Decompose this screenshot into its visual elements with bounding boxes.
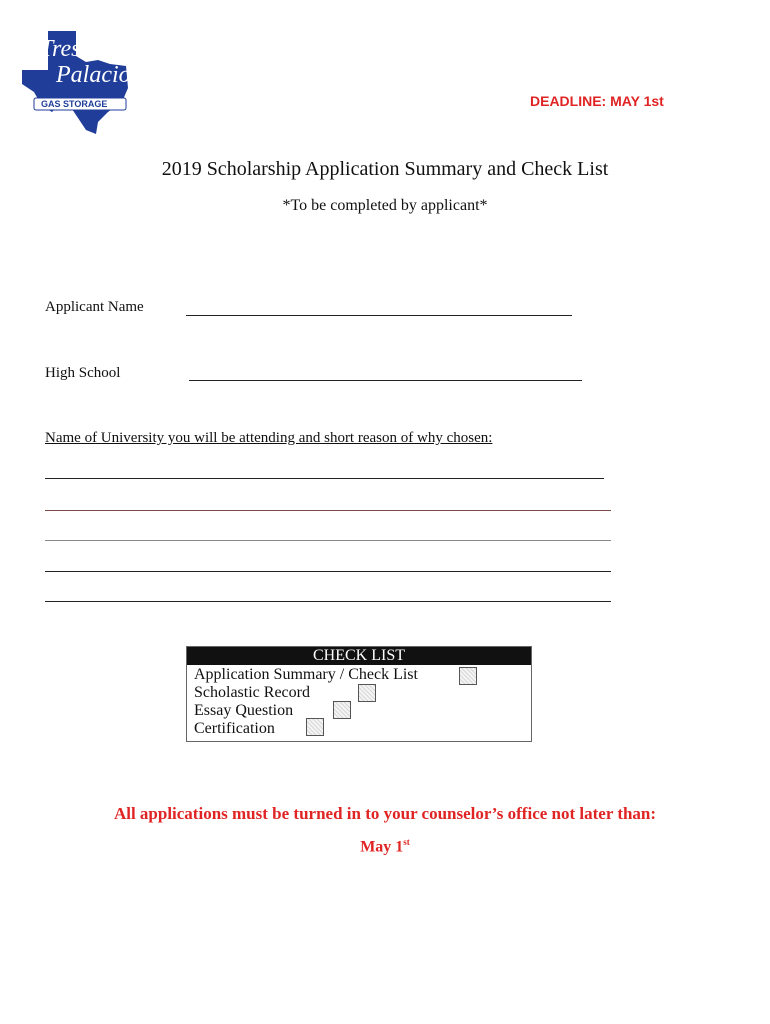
university-line-1[interactable] — [45, 478, 604, 479]
university-line-5[interactable] — [45, 601, 611, 602]
final-date — [0, 837, 770, 856]
checklist-item-application-summary: Application Summary / Check List — [194, 666, 418, 683]
final-date-suffix: st — [403, 837, 410, 847]
high-school-label: High School — [45, 365, 121, 381]
final-date-text: May 1 — [360, 838, 404, 856]
submission-notice: All applications must be turned in to your counselor’s office not later than: — [113, 804, 657, 823]
page-title: 2019 Scholarship Application Summary and Check List — [161, 158, 609, 180]
university-line-3[interactable] — [45, 540, 611, 541]
logo-text-tres: Tres — [40, 36, 81, 62]
checklist-item-scholastic-record: Scholastic Record — [194, 684, 310, 701]
check-list-box — [186, 646, 532, 742]
tres-palacios-logo — [18, 26, 143, 136]
deadline-note: DEADLINE: MAY 1st — [530, 93, 664, 109]
checklist-item-essay-question: Essay Question — [194, 702, 294, 719]
checkbox-application-summary[interactable] — [459, 667, 477, 685]
check-list-header: CHECK LIST — [187, 647, 531, 665]
applicant-name-line[interactable] — [186, 315, 572, 316]
high-school-line[interactable] — [189, 380, 582, 381]
checklist-item-certification: Certification — [194, 720, 275, 737]
logo-text-gas-storage: GAS STORAGE — [41, 99, 108, 109]
university-line-4[interactable] — [45, 571, 611, 572]
page-subtitle: *To be completed by applicant* — [282, 197, 488, 214]
university-line-2[interactable] — [45, 510, 611, 511]
university-label: Name of University you will be attending and short reason of why chosen: — [45, 430, 493, 446]
checkbox-certification[interactable] — [306, 718, 324, 736]
applicant-name-label: Applicant Name — [45, 299, 144, 315]
logo-text-palacios: Palacios — [56, 62, 140, 88]
checkbox-scholastic-record[interactable] — [358, 684, 376, 702]
checkbox-essay-question[interactable] — [333, 701, 351, 719]
